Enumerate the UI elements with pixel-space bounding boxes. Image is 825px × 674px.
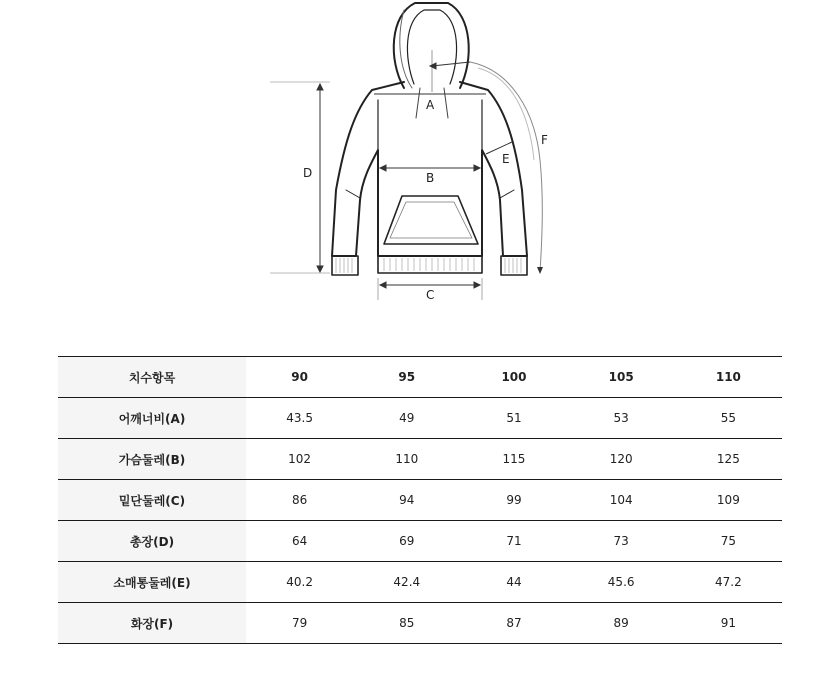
table-cell: 102 — [246, 439, 353, 480]
row-label: 어깨너비(A) — [58, 398, 246, 439]
header-cell: 100 — [460, 357, 567, 398]
table-cell: 91 — [675, 603, 782, 644]
table-cell: 42.4 — [353, 562, 460, 603]
label-e: E — [502, 152, 510, 166]
table-cell: 87 — [460, 603, 567, 644]
header-cell: 치수항목 — [58, 357, 246, 398]
row-label: 화장(F) — [58, 603, 246, 644]
table-cell: 69 — [353, 521, 460, 562]
row-label: 가슴둘레(B) — [58, 439, 246, 480]
table-cell: 43.5 — [246, 398, 353, 439]
size-table — [58, 356, 782, 644]
table-cell: 89 — [568, 603, 675, 644]
row-label: 밑단둘레(C) — [58, 480, 246, 521]
table-cell: 115 — [460, 439, 567, 480]
table-cell: 71 — [460, 521, 567, 562]
table-cell: 44 — [460, 562, 567, 603]
label-a: A — [426, 98, 435, 112]
table-cell: 79 — [246, 603, 353, 644]
table-cell: 53 — [568, 398, 675, 439]
table-row — [58, 603, 782, 644]
table-cell: 94 — [353, 480, 460, 521]
table-cell: 49 — [353, 398, 460, 439]
header-cell: 110 — [675, 357, 782, 398]
table-row — [58, 480, 782, 521]
table-row — [58, 562, 782, 603]
table-cell: 86 — [246, 480, 353, 521]
table-cell: 110 — [353, 439, 460, 480]
table-cell: 85 — [353, 603, 460, 644]
label-d: D — [303, 166, 313, 180]
table-cell: 75 — [675, 521, 782, 562]
label-c: C — [426, 288, 435, 302]
header-cell: 95 — [353, 357, 460, 398]
table-cell: 73 — [568, 521, 675, 562]
hoodie-size-diagram — [0, 0, 825, 320]
label-b: B — [426, 171, 435, 185]
table-row — [58, 521, 782, 562]
table-row — [58, 439, 782, 480]
table-cell: 109 — [675, 480, 782, 521]
table-cell: 125 — [675, 439, 782, 480]
header-cell: 105 — [568, 357, 675, 398]
table-cell: 120 — [568, 439, 675, 480]
table-cell: 64 — [246, 521, 353, 562]
label-f: F — [541, 133, 548, 147]
table-cell: 47.2 — [675, 562, 782, 603]
size-header-row — [58, 357, 782, 398]
table-cell: 99 — [460, 480, 567, 521]
row-label: 소매통둘레(E) — [58, 562, 246, 603]
table-cell: 40.2 — [246, 562, 353, 603]
table-cell: 104 — [568, 480, 675, 521]
table-cell: 45.6 — [568, 562, 675, 603]
row-label: 총장(D) — [58, 521, 246, 562]
table-cell: 51 — [460, 398, 567, 439]
table-cell: 55 — [675, 398, 782, 439]
table-row — [58, 398, 782, 439]
header-cell: 90 — [246, 357, 353, 398]
